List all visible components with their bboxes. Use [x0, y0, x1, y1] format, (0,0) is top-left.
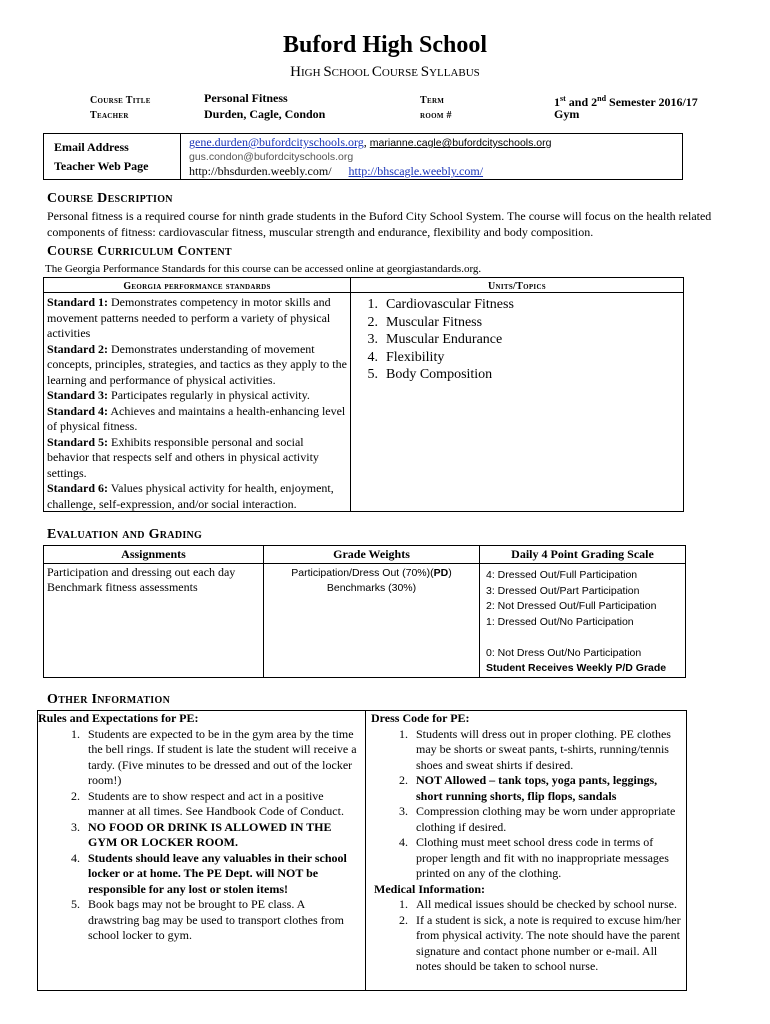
- topic-item: [364, 296, 664, 314]
- dress-item: [366, 727, 684, 774]
- dress-text: Students will dress out in proper clothing. PE clothes may be shorts or sweat pants, t-shirts, running/tennis shoes and sweat shirts if desired.: [416, 726, 671, 772]
- rule-item: [38, 851, 358, 898]
- topic-item: [364, 349, 664, 367]
- web-link-durden[interactable]: http://bhsdurden.weebly.com/: [189, 164, 332, 178]
- web-link-cagle[interactable]: http://bhscagle.weebly.com/: [348, 164, 484, 178]
- topic-text: Muscular Endurance: [386, 332, 503, 347]
- topic-number: 5.: [367, 367, 378, 382]
- curriculum-intro: The Georgia Performance Standards for this course can be accessed online at georgiastandards.org.: [45, 263, 482, 275]
- grading-scale: [486, 568, 656, 630]
- dress-text: NOT Allowed – tank tops, yoga pants, leggings, short running shorts, flip flops, sandals: [416, 773, 658, 803]
- scale-item: 1: Dressed Out/No Participation: [486, 615, 634, 628]
- rules-header: Rules and Expectations for PE:: [38, 711, 199, 725]
- standard-label: Standard 6:: [47, 481, 109, 495]
- curriculum-table: [43, 277, 684, 512]
- email-link-cagle[interactable]: marianne.cagle@bufordcityschools.org: [369, 137, 552, 149]
- standard-item: [47, 435, 347, 482]
- evaluation-table: [43, 545, 686, 678]
- rule-number: 2.: [71, 788, 80, 803]
- medical-number: 1.: [399, 897, 408, 911]
- assignment-2: Benchmark fitness assessments: [47, 580, 198, 594]
- assignments-header: Assignments: [121, 547, 186, 561]
- school-name: Buford High School: [282, 32, 488, 58]
- dress-item: [366, 804, 684, 835]
- other-info-heading: Other Information: [47, 692, 171, 707]
- weight-2: Benchmarks (30%): [326, 582, 417, 594]
- rule-text: Students are to show respect and act in a positive manner at all times. See Handbook Code of Conduct.: [88, 788, 344, 818]
- dress-item: [366, 773, 684, 804]
- standard-text: Demonstrates competency in motor skills and movement patterns needed to perform a variety of physical activities: [47, 295, 331, 340]
- topic-item: [364, 314, 664, 332]
- scale-item: 4: Dressed Out/Full Participation: [486, 569, 638, 581]
- rule-number: 4.: [71, 850, 80, 865]
- course-title-label: Course Title: [90, 95, 151, 106]
- scale-note: Student Receives Weekly P/D Grade: [486, 662, 667, 674]
- weight-1: Participation/Dress Out (70%)(PD): [291, 567, 452, 579]
- topic-text: Body Composition: [386, 367, 493, 382]
- rule-text: NO FOOD OR DRINK IS ALLOWED IN THE GYM OR LOCKER ROOM.: [88, 819, 332, 849]
- web-label: Teacher Web Page: [54, 159, 149, 173]
- contact-box: [43, 133, 683, 180]
- topic-item: [364, 331, 664, 349]
- rules-list: [38, 727, 358, 944]
- standard-text: Demonstrates understanding of movement concepts, principles, strategies, and tactics as they apply to the learning and performance of physical activities.: [47, 341, 347, 387]
- rule-item: [38, 897, 358, 944]
- rule-text: Students are expected to be in the gym area by the time the bell rings. If student is late the student will receive a tardy. (Five minutes to be dressed and out of the locker room!): [88, 726, 357, 787]
- dress-text: Clothing must meet school dress code in terms of proper length and fit with no inappropriate messages printed on any of the clothing.: [416, 835, 669, 880]
- rule-item: [38, 820, 358, 851]
- topic-number: 1.: [367, 297, 378, 312]
- assignment-1: Participation and dressing out each day: [47, 565, 236, 579]
- rule-number: 3.: [71, 819, 80, 834]
- topic-text: Muscular Fitness: [386, 314, 483, 330]
- standard-label: Standard 2:: [47, 341, 109, 356]
- email-separator: ,: [363, 135, 367, 149]
- room-label: room #: [420, 110, 452, 121]
- email-label: Email Address: [54, 140, 129, 154]
- rule-number: 5.: [71, 897, 80, 911]
- standard-item: [47, 388, 347, 404]
- medical-number: 2.: [399, 912, 408, 927]
- scale-item: 3: Dressed Out/Part Participation: [486, 584, 640, 597]
- standard-text: Exhibits responsible personal and social behavior that respects self and others in physical activity settings.: [47, 434, 319, 480]
- standard-item: [47, 295, 347, 342]
- medical-text: All medical issues should be checked by school nurse.: [416, 897, 677, 911]
- standards-list: [47, 295, 347, 512]
- medical-text: If a student is sick, a note is required to excuse him/her from physical activity. The note should have the parent signature and contact phone number or e-mail. All notes should be taken to school nurse.: [416, 912, 681, 973]
- standard-item: [47, 481, 347, 512]
- rule-item: [38, 789, 358, 820]
- rule-text: Students should leave any valuables in their school locker or at home. The PE Dept. will NOT be responsible for any lost or stolen items!: [88, 850, 347, 896]
- dress-list: [366, 727, 684, 975]
- room-value: Gym: [554, 107, 580, 121]
- curriculum-heading: Course Curriculum Content: [47, 244, 232, 259]
- scale-item: 2: Not Dressed Out/Full Participation: [486, 600, 657, 612]
- scale-zero: 0: Not Dress Out/No Participation: [486, 647, 642, 659]
- other-info-table: [37, 710, 687, 991]
- standard-label: Standard 4:: [47, 403, 109, 418]
- topic-number: 3.: [367, 332, 378, 347]
- standard-item: [47, 342, 347, 389]
- course-description-heading: Course Description: [47, 191, 173, 206]
- rule-number: 1.: [71, 726, 80, 741]
- medical-item: [366, 913, 684, 975]
- standard-text: Values physical activity for health, enjoyment, challenge, self-expression, and/or social interaction.: [47, 481, 334, 511]
- standard-label: Standard 1:: [47, 295, 109, 309]
- teacher-label: Teacher: [90, 110, 129, 121]
- dress-item: [366, 835, 684, 882]
- rule-item: [38, 727, 358, 789]
- dress-header: Dress Code for PE:: [371, 711, 470, 725]
- course-description-text: Personal fitness is a required course for ninth grade students in the Buford City School System. The course will focus on the health related components of fitness: cardiovascular fitness, muscular strength and endurance, flexibility and body composition.: [47, 209, 712, 239]
- term-value: 1st and 2nd Semester 2016/17: [554, 94, 698, 109]
- topics-header: Units/Topics: [487, 281, 546, 292]
- topic-number: 4.: [367, 349, 378, 365]
- standard-text: Achieves and maintains a health-enhancing level of physical fitness.: [47, 403, 346, 433]
- teacher-value: Durden, Cagle, Condon: [204, 107, 326, 121]
- email-condon[interactable]: gus.condon@bufordcityschools.org: [189, 151, 354, 163]
- document-title: HIGH SCHOOL COURSE SYLLABUS: [290, 64, 480, 80]
- topic-item: [364, 366, 664, 384]
- dress-text: Compression clothing may be worn under appropriate clothing if desired.: [416, 804, 676, 834]
- email-link-durden[interactable]: gene.durden@bufordcityschools.org: [189, 135, 364, 149]
- standard-label: Standard 3:: [47, 388, 109, 402]
- rule-text: Book bags may not be brought to PE class. A drawstring bag may be used to transport clothes from school locker to gym.: [88, 897, 344, 942]
- medical-header: Medical Information:: [374, 881, 485, 896]
- evaluation-heading: Evaluation and Grading: [47, 527, 203, 542]
- standard-label: Standard 5:: [47, 434, 109, 449]
- term-label: Term: [420, 95, 445, 106]
- standard-text: Participates regularly in physical activity.: [108, 388, 310, 402]
- dress-number: 3.: [399, 804, 408, 818]
- dress-number: 1.: [399, 726, 408, 741]
- standards-header: Georgia performance standards: [123, 281, 271, 292]
- topic-text: Cardiovascular Fitness: [386, 297, 514, 312]
- scale-header: Daily 4 Point Grading Scale: [511, 547, 654, 561]
- dress-number: 4.: [399, 835, 408, 849]
- medical-item: [366, 897, 684, 913]
- topic-number: 2.: [367, 314, 378, 330]
- topics-list: [364, 296, 664, 384]
- topic-text: Flexibility: [386, 349, 445, 365]
- standard-item: [47, 404, 347, 435]
- weights-header: Grade Weights: [333, 547, 410, 561]
- dress-number: 2.: [399, 773, 408, 787]
- course-title-value: Personal Fitness: [204, 91, 288, 105]
